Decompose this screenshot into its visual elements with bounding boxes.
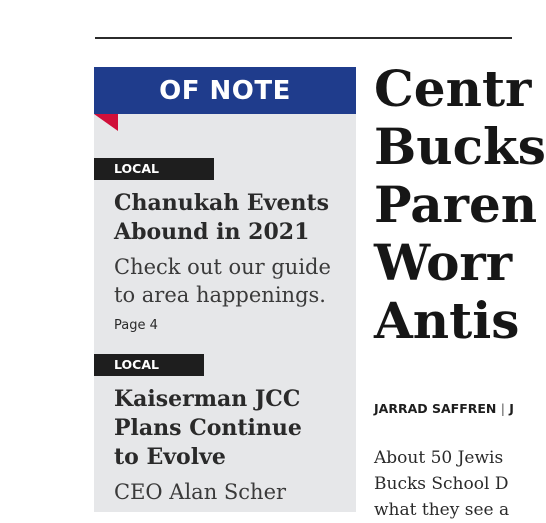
article-headline[interactable] [374, 59, 546, 350]
article-body [374, 445, 512, 523]
sidebar-header-title: OF NOTE [159, 75, 291, 106]
item-2-dek-line: CEO Alan Scher [114, 480, 287, 504]
article-body-line: what they see a [374, 500, 510, 520]
top-rule [95, 37, 512, 39]
sidebar-header [94, 67, 356, 114]
article-headline-line: Centr [374, 59, 532, 118]
article-body-line: Bucks School D [374, 474, 509, 494]
item-2-headline-line: Plans Continue [114, 415, 302, 441]
article-headline-line: Worr [374, 233, 513, 292]
item-1-headline-line: Abound in 2021 [114, 219, 310, 245]
article-headline-line: Antis [374, 291, 520, 350]
item-1-dek [114, 253, 354, 309]
item-2-dek [114, 478, 354, 506]
article-headline-line: Paren [374, 175, 538, 234]
item-1-dek-line: Check out our guide [114, 255, 331, 279]
article-body-line: About 50 Jewis [374, 448, 504, 468]
item-1-headline-line: Chanukah Events [114, 190, 329, 216]
of-note-sidebar [94, 67, 356, 512]
article-byline [374, 401, 514, 416]
byline-separator: | [500, 401, 505, 416]
item-2-headline-line: Kaiserman JCC [114, 386, 301, 412]
byline-author: JARRAD SAFFREN [374, 401, 497, 416]
item-1-tag: LOCAL [94, 158, 214, 180]
item-2-headline-line: to Evolve [114, 444, 226, 470]
item-1-dek-line: to area happenings. [114, 283, 326, 307]
article-headline-line: Bucks [374, 117, 546, 176]
item-2-tag: LOCAL [94, 354, 204, 376]
item-2-headline[interactable] [114, 385, 354, 472]
byline-rest: J [509, 401, 514, 416]
red-flag-accent [94, 114, 118, 131]
item-1-page-ref: Page 4 [114, 318, 158, 333]
item-1-headline[interactable] [114, 189, 354, 247]
